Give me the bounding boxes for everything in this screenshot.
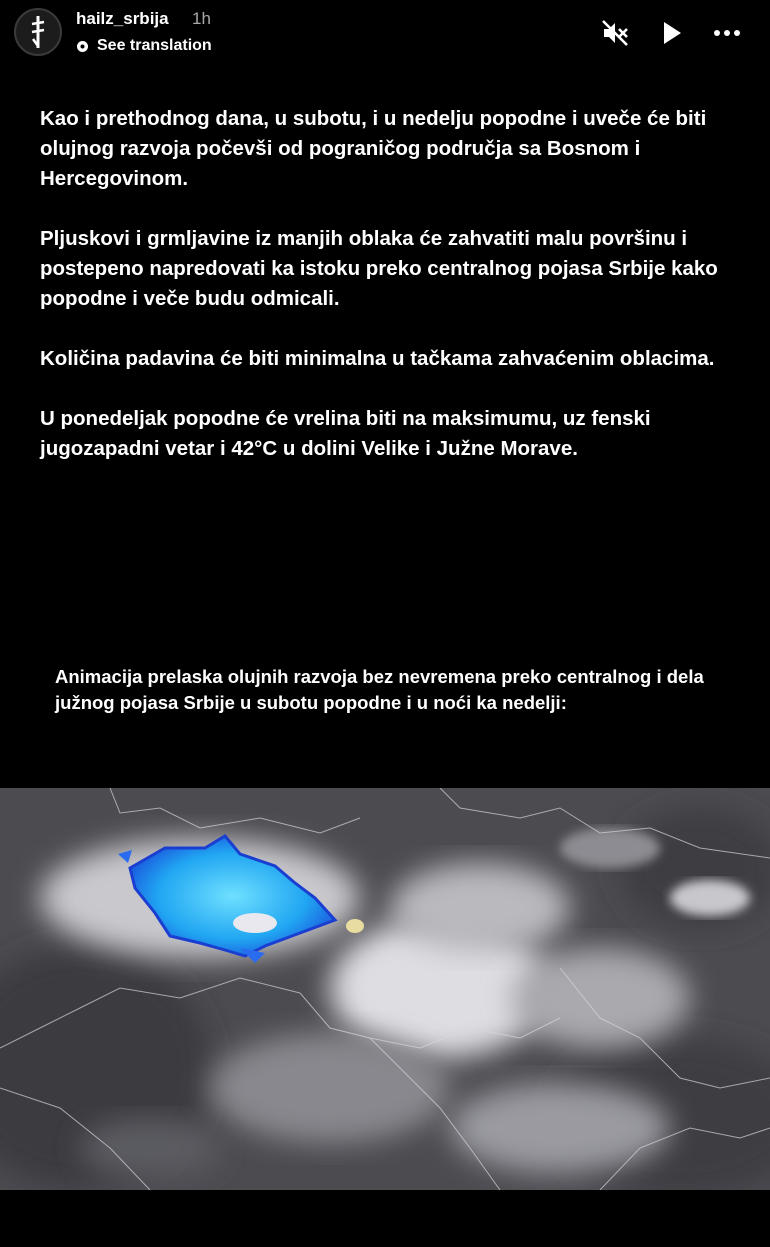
paragraph-1: Kao i prethodnog dana, u subotu, i u nedelju popodne i uveče će biti olujnog razvoja počevši od pograničog područja sa Bosnom i Hercegovinom. — [40, 107, 707, 190]
satellite-image — [0, 788, 770, 1190]
mute-icon[interactable] — [600, 18, 630, 48]
username[interactable]: hailz_srbija — [76, 9, 169, 28]
story-header — [0, 0, 770, 70]
logo-icon — [16, 10, 60, 54]
paragraph-2: Pljuskovi i grmljavine iz manjih oblaka će zahvatiti malu površinu i postepeno napredovati ka istoku preko centralnog pojasa Srbije kako popodne i veče budu odmicali. — [40, 227, 718, 310]
see-translation-label: See translation — [97, 37, 212, 54]
animation-caption: Animacija prelaska olujnih razvoja bez nevremena preko centralnog i dela južnog pojasa Srbije u subotu popodne i u noći ka nedelji: — [55, 666, 704, 713]
post-text — [40, 104, 740, 494]
see-translation-button[interactable] — [76, 37, 212, 55]
more-icon[interactable] — [712, 18, 742, 48]
translate-icon — [76, 40, 89, 53]
play-icon[interactable] — [656, 18, 686, 48]
avatar[interactable] — [14, 8, 62, 56]
paragraph-3: Količina padavina će biti minimalna u tačkama zahvaćenim oblacima. — [40, 347, 715, 370]
story-controls — [600, 18, 742, 48]
paragraph-4: U ponedeljak popodne će vrelina biti na maksimumu, uz fenski jugozapadni vetar i 42°C u dolini Velike i Južne Morave. — [40, 407, 651, 460]
post-time: 1h — [192, 9, 211, 28]
